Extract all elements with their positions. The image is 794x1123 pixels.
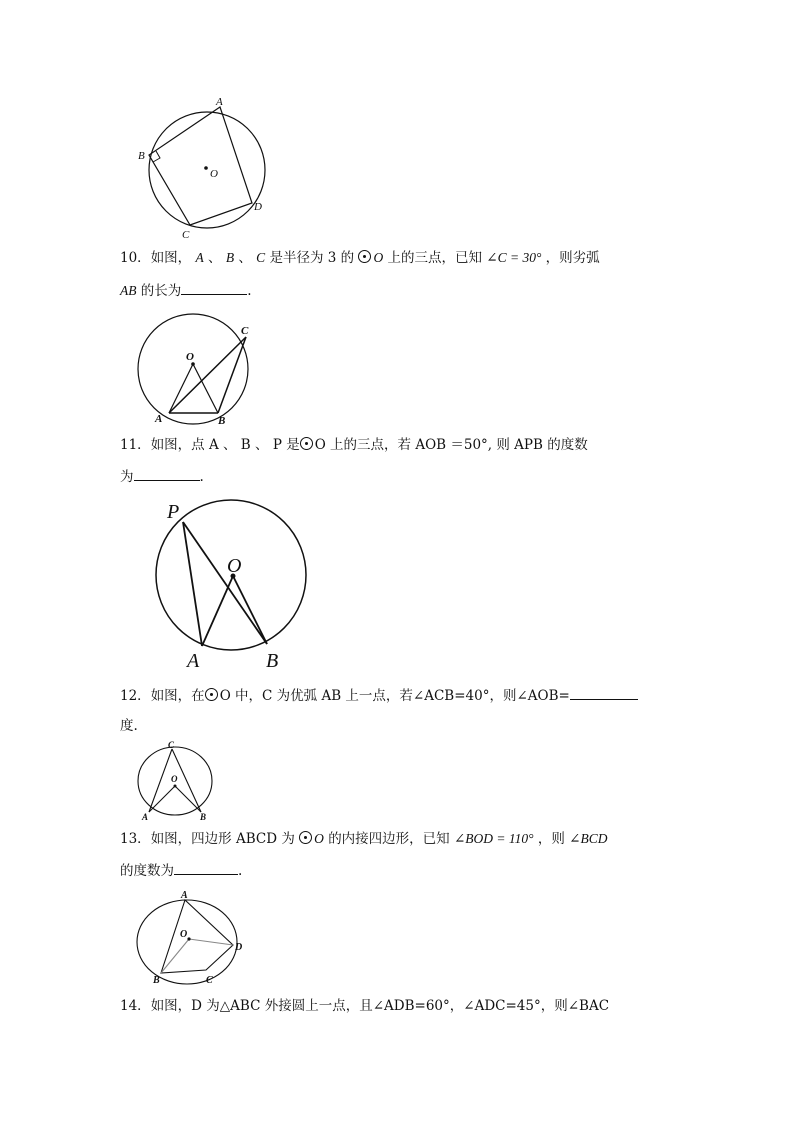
circle-dot-symbol: [358, 250, 371, 263]
text: 度.: [120, 718, 138, 734]
circle: [149, 112, 265, 228]
label-D: D: [254, 201, 262, 213]
circle: [138, 314, 248, 424]
segment-BC: [218, 337, 246, 413]
text: .: [247, 283, 252, 299]
question-number: 14．: [120, 998, 151, 1014]
text: 的长为: [140, 283, 182, 299]
text: 为: [120, 469, 134, 485]
question-12-line-1: [120, 686, 638, 705]
square-ABCD: [149, 107, 252, 225]
text: 如图，点 A 、 B 、 P 是: [150, 437, 300, 453]
figure-q10: [133, 318, 263, 430]
text: 上的三点，已知: [387, 250, 482, 266]
text: 、: [238, 250, 252, 266]
segment-OA: [149, 786, 175, 812]
question-number: 10．: [120, 250, 151, 266]
text: 的内接四边形，已知: [328, 831, 450, 847]
label-B: B: [218, 415, 226, 427]
label-C: C: [168, 740, 175, 750]
center-dot: [187, 937, 190, 940]
label-O: O: [210, 168, 218, 180]
q12-diagram: [136, 740, 216, 824]
text: 如图，四边形 ABCD 为: [150, 831, 295, 847]
segment-PA: [183, 522, 202, 646]
segment-OA: [202, 576, 233, 646]
segment-OB: [175, 786, 201, 812]
label-A: A: [181, 890, 188, 901]
label-B: B: [138, 150, 145, 162]
center-dot: [204, 166, 208, 170]
center-dot: [174, 785, 177, 788]
segment-OD: [189, 939, 233, 945]
answer-blank[interactable]: [570, 686, 638, 700]
question-11-line-2: [120, 467, 204, 486]
question-10-line-1: [120, 249, 600, 267]
figure-q11: [150, 498, 320, 673]
text: 、: [208, 250, 222, 266]
circle-dot-symbol: [299, 831, 312, 844]
label-B: B: [266, 650, 279, 672]
q11-diagram: [150, 498, 320, 673]
question-12-line-2: [120, 717, 138, 735]
question-14-line-1: [120, 997, 609, 1015]
label-O: O: [227, 555, 242, 577]
segment-OB: [233, 576, 267, 644]
math-C: C: [256, 250, 266, 265]
figure-q12: [136, 740, 216, 824]
segment-AC: [169, 337, 246, 413]
label-B: B: [153, 975, 160, 986]
question-number: 11．: [120, 437, 151, 453]
math-O: O: [314, 831, 324, 846]
question-13-line-1: [120, 830, 607, 848]
math-angle-C: ∠C = 30°: [486, 250, 542, 265]
text: O 中，C 为优弧 AB 上一点，若∠ACB=40°，则∠AOB=: [219, 688, 570, 704]
figure-q13: [134, 887, 254, 987]
math-A: A: [195, 250, 204, 265]
segment-OA: [169, 364, 193, 413]
right-angle-mark: [153, 151, 160, 162]
q13-diagram: [134, 887, 254, 987]
quadrilateral-ABCD: [161, 900, 233, 973]
segment-OB: [193, 364, 218, 413]
label-C: C: [182, 229, 190, 241]
figure-square-in-circle: [130, 95, 280, 240]
q10-diagram: [133, 318, 263, 430]
label-A: A: [216, 96, 223, 108]
label-P: P: [167, 501, 180, 523]
question-13-line-2: [120, 861, 242, 880]
label-O: O: [186, 351, 194, 363]
text: .: [238, 863, 243, 879]
math-B: B: [225, 250, 235, 265]
answer-blank[interactable]: [134, 467, 200, 481]
question-10-line-2: [120, 281, 252, 300]
math-angle-BOD: ∠BOD = 110°: [453, 831, 534, 846]
text: O 上的三点，若 AOB ＝50°, 则 APB 的度数: [314, 437, 588, 453]
label-C: C: [241, 325, 249, 337]
label-O: O: [171, 774, 178, 784]
segment-OB: [161, 939, 189, 973]
text: ，则: [537, 831, 565, 847]
text: 的度数为: [120, 863, 174, 879]
answer-blank[interactable]: [181, 281, 247, 295]
question-11-line-1: [120, 436, 588, 454]
text: ，则劣弧: [545, 250, 600, 266]
segment-CA: [149, 749, 172, 812]
square-diagram: [130, 95, 280, 240]
label-A: A: [142, 812, 149, 822]
text: 如图，在: [150, 688, 205, 704]
label-A: A: [187, 650, 200, 672]
question-number: 12．: [120, 688, 151, 704]
circle-dot-symbol: [205, 688, 218, 701]
label-O: O: [180, 929, 188, 940]
label-B: B: [200, 812, 207, 822]
label-C: C: [206, 975, 213, 986]
circle-dot-symbol: [300, 437, 313, 450]
answer-blank[interactable]: [174, 861, 238, 875]
text: 如图，D 为△ABC 外接圆上一点，且∠ADB=60°，∠ADC=45°，则∠BAC: [150, 998, 610, 1014]
math-angle-BCD: ∠BCD: [569, 831, 608, 846]
text: 如图，: [150, 250, 192, 266]
text: 是半径为 3 的: [269, 250, 355, 266]
label-D: D: [235, 942, 243, 953]
math-O: O: [373, 250, 384, 265]
label-A: A: [155, 413, 163, 425]
segment-PB: [183, 522, 267, 644]
question-number: 13．: [120, 831, 151, 847]
math-arc-AB: AB: [120, 283, 137, 298]
text: .: [199, 469, 204, 485]
